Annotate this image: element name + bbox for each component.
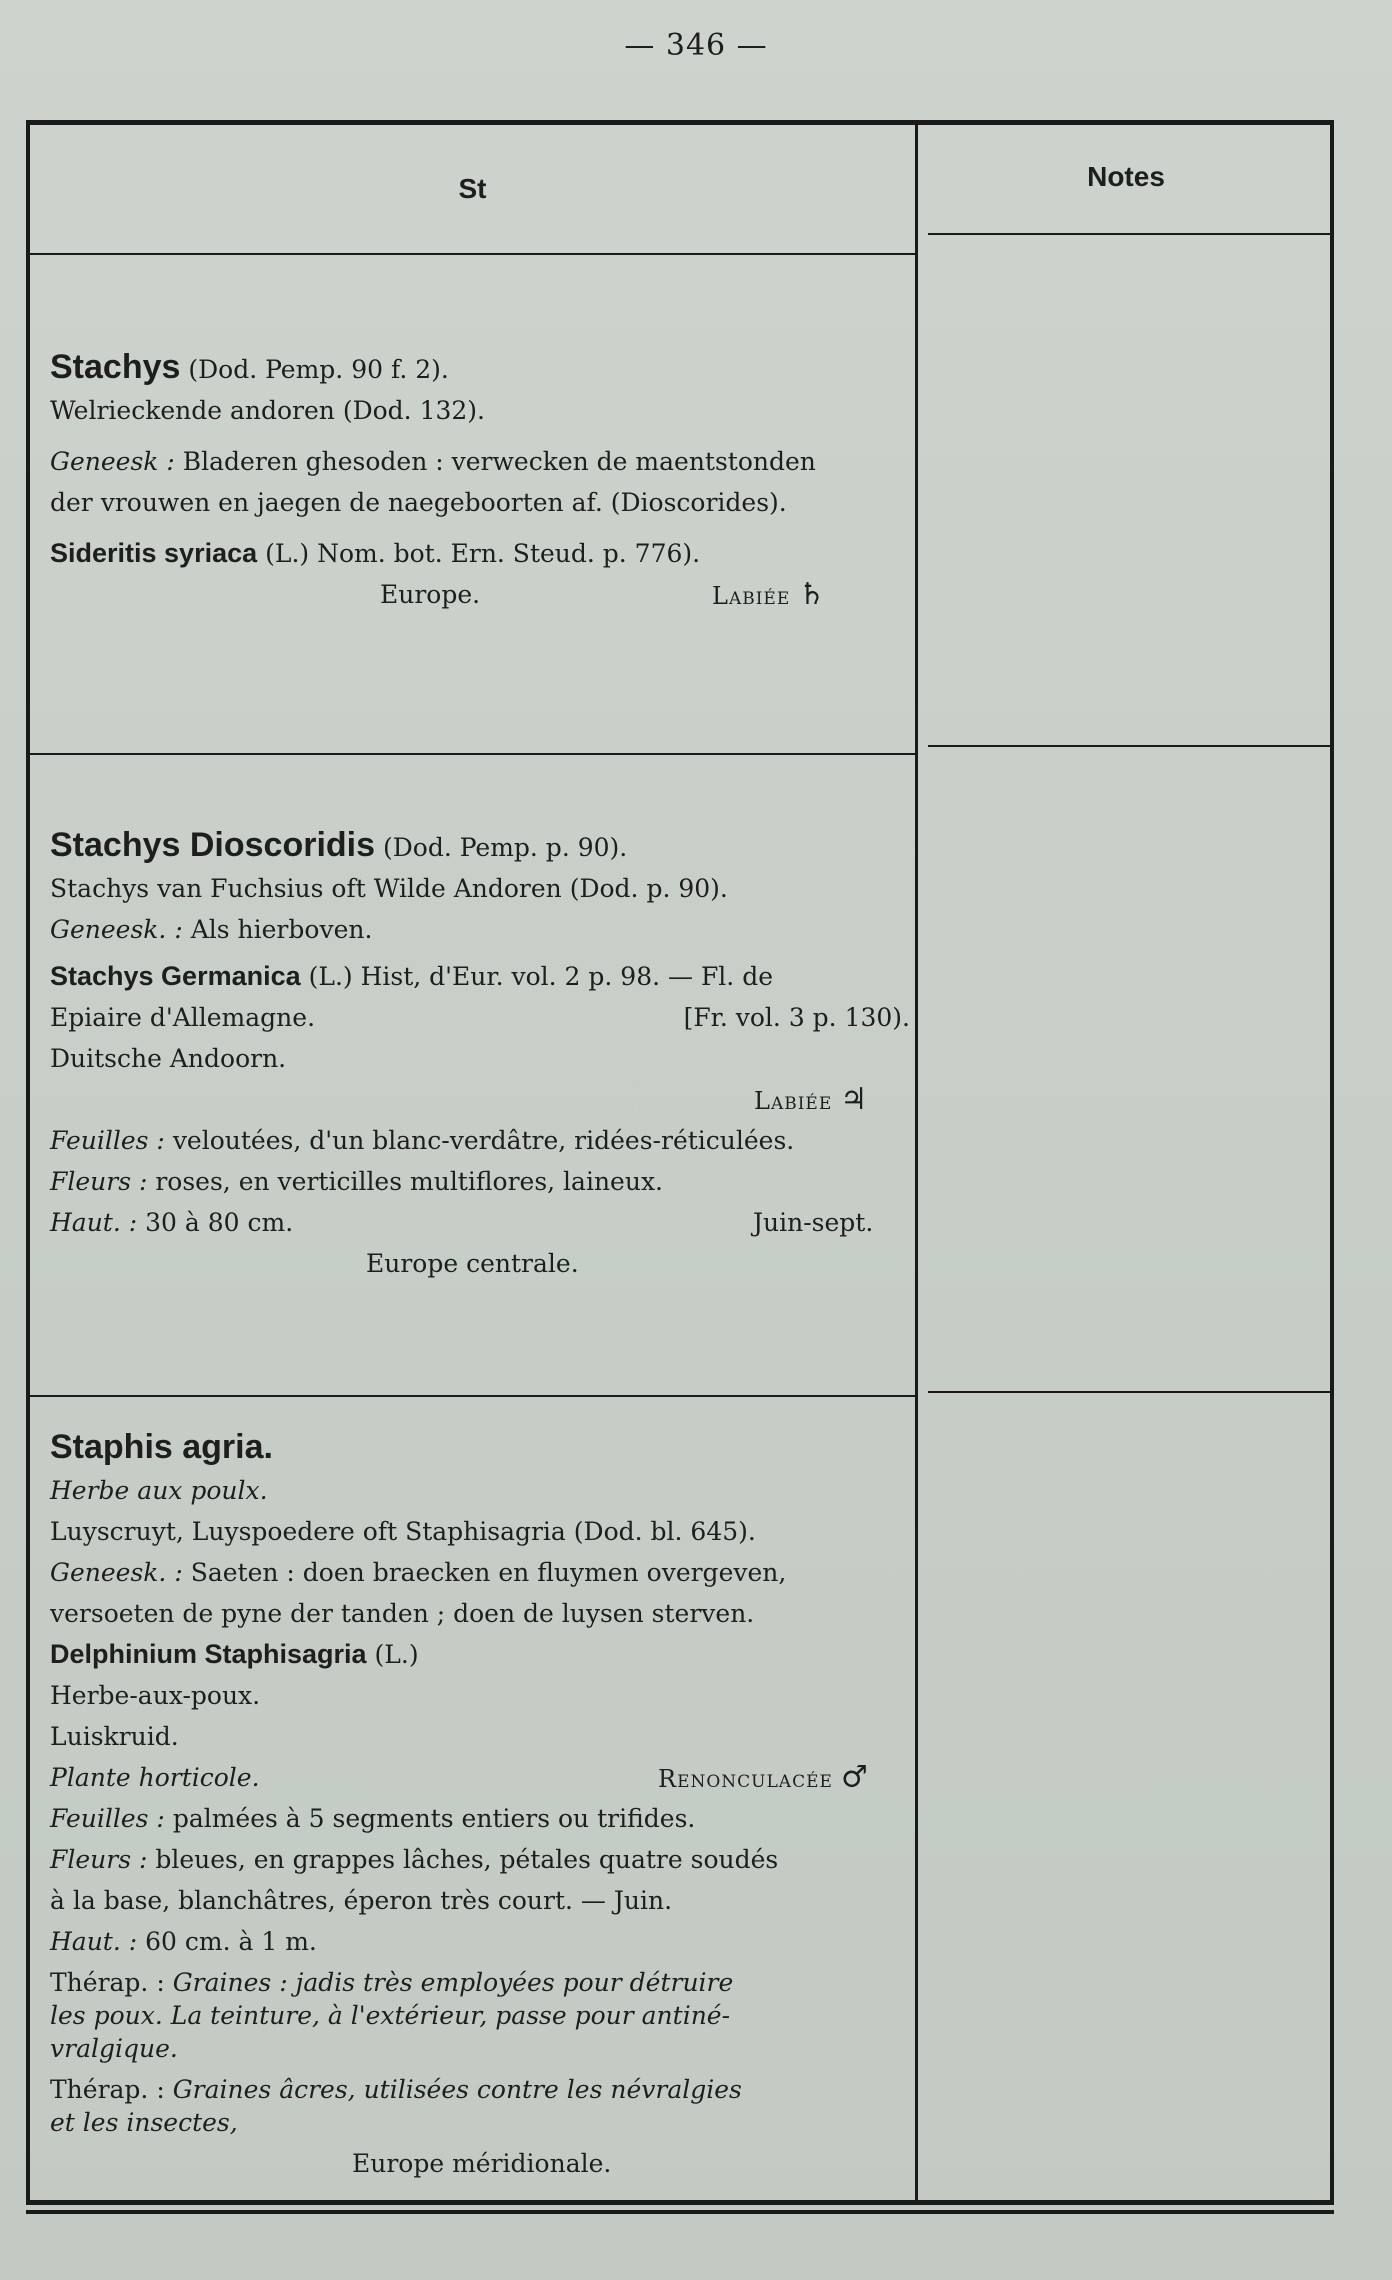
therap-label: Thérap. : bbox=[50, 1968, 165, 1997]
page-number: — 346 — bbox=[624, 28, 768, 63]
fleurs-label: Fleurs : bbox=[50, 1845, 148, 1874]
latin-line bbox=[50, 956, 910, 997]
family-group bbox=[712, 574, 825, 617]
geneesk-line bbox=[50, 1552, 910, 1593]
fleurs-label: Fleurs : bbox=[50, 1167, 148, 1196]
header-rule-left bbox=[30, 253, 915, 255]
haut-label: Haut. : bbox=[50, 1927, 138, 1956]
haut-line bbox=[50, 1202, 910, 1243]
entry-line: Stachys van Fuchsius oft Wilde Andoren (Dod. p. 90). bbox=[50, 874, 728, 903]
region: Europe. bbox=[380, 580, 481, 609]
family-line bbox=[50, 1079, 910, 1120]
family: Renonculacée bbox=[658, 1765, 833, 1793]
geneesk-line bbox=[50, 441, 910, 482]
feuilles-label: Feuilles : bbox=[50, 1126, 165, 1155]
entry-title-ref: (Dod. Pemp. p. 90). bbox=[382, 833, 628, 862]
entry-title-row bbox=[50, 347, 910, 390]
fleurs-line bbox=[50, 1161, 910, 1202]
jupiter-symbol-icon: ♃ bbox=[840, 1082, 868, 1117]
header-rule-right bbox=[928, 233, 1334, 235]
feuilles-text: veloutées, d'un blanc-verdâtre, ridées-réticulées. bbox=[172, 1126, 795, 1155]
fleurs-text: bleues, en grappes lâches, pétales quatre soudés bbox=[155, 1845, 779, 1874]
therap-text: Graines : jadis très employées pour détruire bbox=[172, 1968, 734, 1997]
geneesk-text: Als hierboven. bbox=[190, 915, 373, 944]
haut-line bbox=[50, 1921, 910, 1962]
fleurs-line bbox=[50, 1839, 910, 1880]
geneesk-label: Geneesk : bbox=[50, 447, 175, 476]
haut-text: 30 à 80 cm. bbox=[145, 1208, 294, 1237]
latin-name: Stachys Germanica bbox=[50, 961, 301, 991]
dutch-name: Luiskruid. bbox=[50, 1722, 179, 1751]
family: Labiée bbox=[754, 1087, 833, 1115]
region-line bbox=[50, 1243, 910, 1284]
french-name: Herbe-aux-poux. bbox=[50, 1681, 261, 1710]
entry-divider-1-right bbox=[928, 745, 1334, 747]
region: Europe méridionale. bbox=[352, 2149, 612, 2178]
region: Europe centrale. bbox=[366, 1249, 579, 1278]
family: Labiée bbox=[712, 582, 791, 610]
geneesk-line bbox=[50, 909, 910, 950]
entry-line-dutch: Luyscruyt, Luyspoedere oft Staphisagria (Dod. bl. 645). bbox=[50, 1517, 756, 1546]
latin-line bbox=[50, 1634, 910, 1675]
haut-label: Haut. : bbox=[50, 1208, 138, 1237]
latin-name: Sideritis syriaca bbox=[50, 538, 258, 568]
haut-text: 60 cm. à 1 m. bbox=[145, 1927, 317, 1956]
entry-title-ref: (Dod. Pemp. 90 f. 2). bbox=[188, 355, 449, 384]
header-notes: Notes bbox=[1087, 161, 1165, 192]
geneesk-continuation: versoeten de pyne der tanden ; doen de luysen sterven. bbox=[50, 1599, 755, 1628]
entry-title: Stachys bbox=[50, 348, 181, 386]
french-name: Epiaire d'Allemagne. bbox=[50, 1003, 316, 1032]
feuilles-label: Feuilles : bbox=[50, 1804, 165, 1833]
dutch-name: Duitsche Andoorn. bbox=[50, 1044, 287, 1073]
family-group bbox=[658, 1757, 868, 1800]
latin-ref: (L.) Nom. bot. Ern. Steud. p. 776). bbox=[265, 539, 701, 568]
entry-title: Stachys Dioscoridis bbox=[50, 826, 376, 864]
region-family-line bbox=[50, 574, 910, 615]
entry-divider-2-left bbox=[30, 1395, 915, 1397]
entry-staphis-agria bbox=[50, 1427, 910, 2184]
entry-stachys-dioscoridis bbox=[50, 825, 910, 1284]
saturn-symbol-icon: ♄ bbox=[798, 577, 826, 612]
feuilles-text: palmées à 5 segments entiers ou trifides. bbox=[172, 1804, 696, 1833]
latin-line bbox=[50, 533, 910, 574]
geneesk-continuation: der vrouwen en jaegen de naegeboorten af. (Dioscorides). bbox=[50, 488, 787, 517]
culture: Plante horticole. bbox=[50, 1763, 260, 1792]
feuilles-line bbox=[50, 1120, 910, 1161]
header-left: St bbox=[458, 173, 487, 204]
entry-stachys bbox=[50, 347, 910, 615]
table-frame bbox=[26, 120, 1334, 2205]
mars-symbol-icon: ♂ bbox=[840, 1760, 868, 1795]
entry-divider-2-right bbox=[928, 1391, 1334, 1393]
family-group bbox=[754, 1079, 867, 1122]
entry-title: Staphis agria. bbox=[50, 1428, 273, 1466]
therap-continuation: les poux. La teinture, à l'extérieur, passe pour antiné- bbox=[50, 2001, 731, 2030]
therap-label-2: Thérap. : bbox=[50, 2075, 165, 2104]
french-name-line bbox=[50, 997, 910, 1038]
french-ref: [Fr. vol. 3 p. 130). bbox=[683, 1003, 910, 1032]
entry-divider-1-left bbox=[30, 753, 915, 755]
entry-title-row bbox=[50, 825, 910, 868]
latin-name: Delphinium Staphisagria bbox=[50, 1639, 367, 1669]
therap-continuation-3: et les insectes, bbox=[50, 2108, 238, 2137]
flowering-period: Juin-sept. bbox=[753, 1208, 874, 1237]
geneesk-label: Geneesk. : bbox=[50, 915, 183, 944]
entry-title-row bbox=[50, 1427, 910, 1470]
feuilles-line bbox=[50, 1798, 910, 1839]
bottom-rule bbox=[26, 2210, 1334, 2214]
culture-line bbox=[50, 1757, 910, 1798]
fleurs-text: roses, en verticilles multiflores, laineux. bbox=[155, 1167, 663, 1196]
latin-ref: (L.) Hist, d'Eur. vol. 2 p. 98. — Fl. de bbox=[308, 962, 773, 991]
therap-text-2: Graines âcres, utilisées contre les névralgies bbox=[172, 2075, 742, 2104]
fleurs-continuation: à la base, blanchâtres, éperon très court. — Juin. bbox=[50, 1886, 673, 1915]
entry-line: Herbe aux poulx. bbox=[50, 1476, 268, 1505]
region-line bbox=[50, 2143, 910, 2184]
latin-ref: (L.) bbox=[374, 1640, 419, 1669]
geneesk-text: Bladeren ghesoden : verwecken de maentstonden bbox=[182, 447, 816, 476]
column-divider bbox=[915, 125, 918, 2200]
therap-continuation-2: vralgique. bbox=[50, 2034, 178, 2063]
entry-line: Welrieckende andoren (Dod. 132). bbox=[50, 396, 485, 425]
geneesk-text: Saeten : doen braecken en fluymen overgeven, bbox=[190, 1558, 787, 1587]
geneesk-label: Geneesk. : bbox=[50, 1558, 183, 1587]
